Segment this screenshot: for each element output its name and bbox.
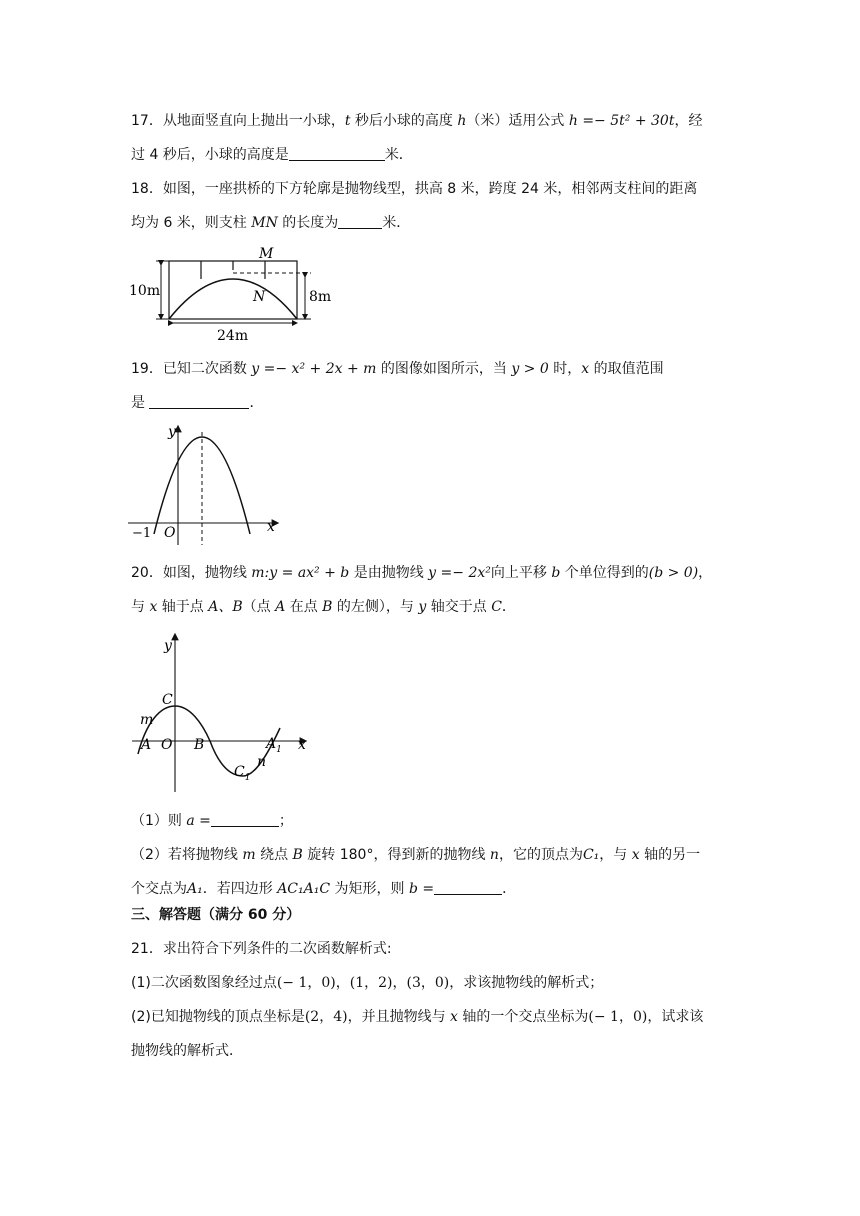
q17-formula: h =− 5t² + 30t [568,113,675,129]
q17-line1: 17．从地面竖直向上抛出一小球，t 秒后小球的高度 h（米）适用公式 h =− 5t² + 30t，经 [131,113,703,129]
q19-formula: y =− x² + 2x + m [251,361,377,377]
q20-part2-line1: （2）若将抛物线 m 绕点 B 旋转 180°，得到新的抛物线 n，它的顶点为C₁，与 x 轴的另一 [131,847,701,863]
label-B: B [194,737,205,753]
arch-curve [169,279,297,319]
label-O: O [161,737,173,753]
q18-line1: 18．如图，一座拱桥的下方轮廓是抛物线型，拱高 8 米，跨度 24 米，相邻两支柱间的距离 [131,181,698,197]
q21-part2: (2)已知抛物线的顶点坐标是(2，4)，并且抛物线与 x 轴的一个交点坐标为(− 1，0)，试求该 [131,1009,704,1025]
answer-blank[interactable] [211,812,279,827]
q19-line2: 是 ． [131,395,264,411]
label-y: y [168,424,176,440]
label-24m: 24m [217,328,249,344]
q20-line2: 与 x 轴于点 A、B（点 A 在点 B 的左侧），与 y 轴交于点 C． [131,599,516,615]
label-C: C [162,692,173,708]
q20-formula1: m:y = ax² + b [251,565,350,581]
label-x: x [298,737,306,753]
q20-part2-line2: 个交点为A₁．若四边形 AC₁A₁C 为矩形，则 b = ． [131,881,517,897]
bridge-arch-figure [125,243,340,346]
q20-formula2: y =− 2x² [428,565,491,581]
label-m: m [140,712,154,728]
q20-line1: 20．如图，抛物线 m:y = ax² + b 是由抛物线 y =− 2x²向上平移 b 个单位得到的(b > 0)， [131,565,713,581]
q21-part1: (1)二次函数图象经过点(− 1，0)，(1，2)，(3，0)，求该抛物线的解析式； [131,975,604,991]
label-y: y [164,638,172,654]
answer-blank[interactable] [434,880,502,895]
quadratic-graph-figure [128,420,288,550]
label-n: n [257,754,267,770]
answer-blank[interactable] [338,214,382,229]
q21-part2-cont: 抛物线的解析式． [131,1043,243,1059]
answer-blank[interactable] [149,394,249,409]
q19-line1: 19．已知二次函数 y =− x² + 2x + m 的图像如图所示，当 y > 0 时，x 的取值范围 [131,361,664,377]
q18-line2: 均为 6 米，则支柱 MN 的长度为 米． [131,215,411,231]
q17-line2: 过 4 秒后，小球的高度是 米． [131,147,413,163]
label-x: x [267,519,275,535]
label-A: A [141,737,152,753]
answer-blank[interactable] [289,146,385,161]
section-title: 三、解答题（满分 60 分） [131,907,301,923]
rotated-parabola-figure [128,628,318,796]
label-10m: 10m [129,283,161,299]
label-minus-one: −1 [132,526,152,541]
label-N: N [253,289,266,305]
label-8m: 8m [309,289,332,305]
label-C1: $C_1$ [234,764,251,783]
q21-line1: 21．求出符合下列条件的二次函数解析式: [131,941,392,957]
q20-part1: （1）则 a = ； [131,813,293,829]
label-M: M [259,246,274,262]
label-O: O [164,525,176,541]
label-A1: $A_1$ [266,736,282,755]
